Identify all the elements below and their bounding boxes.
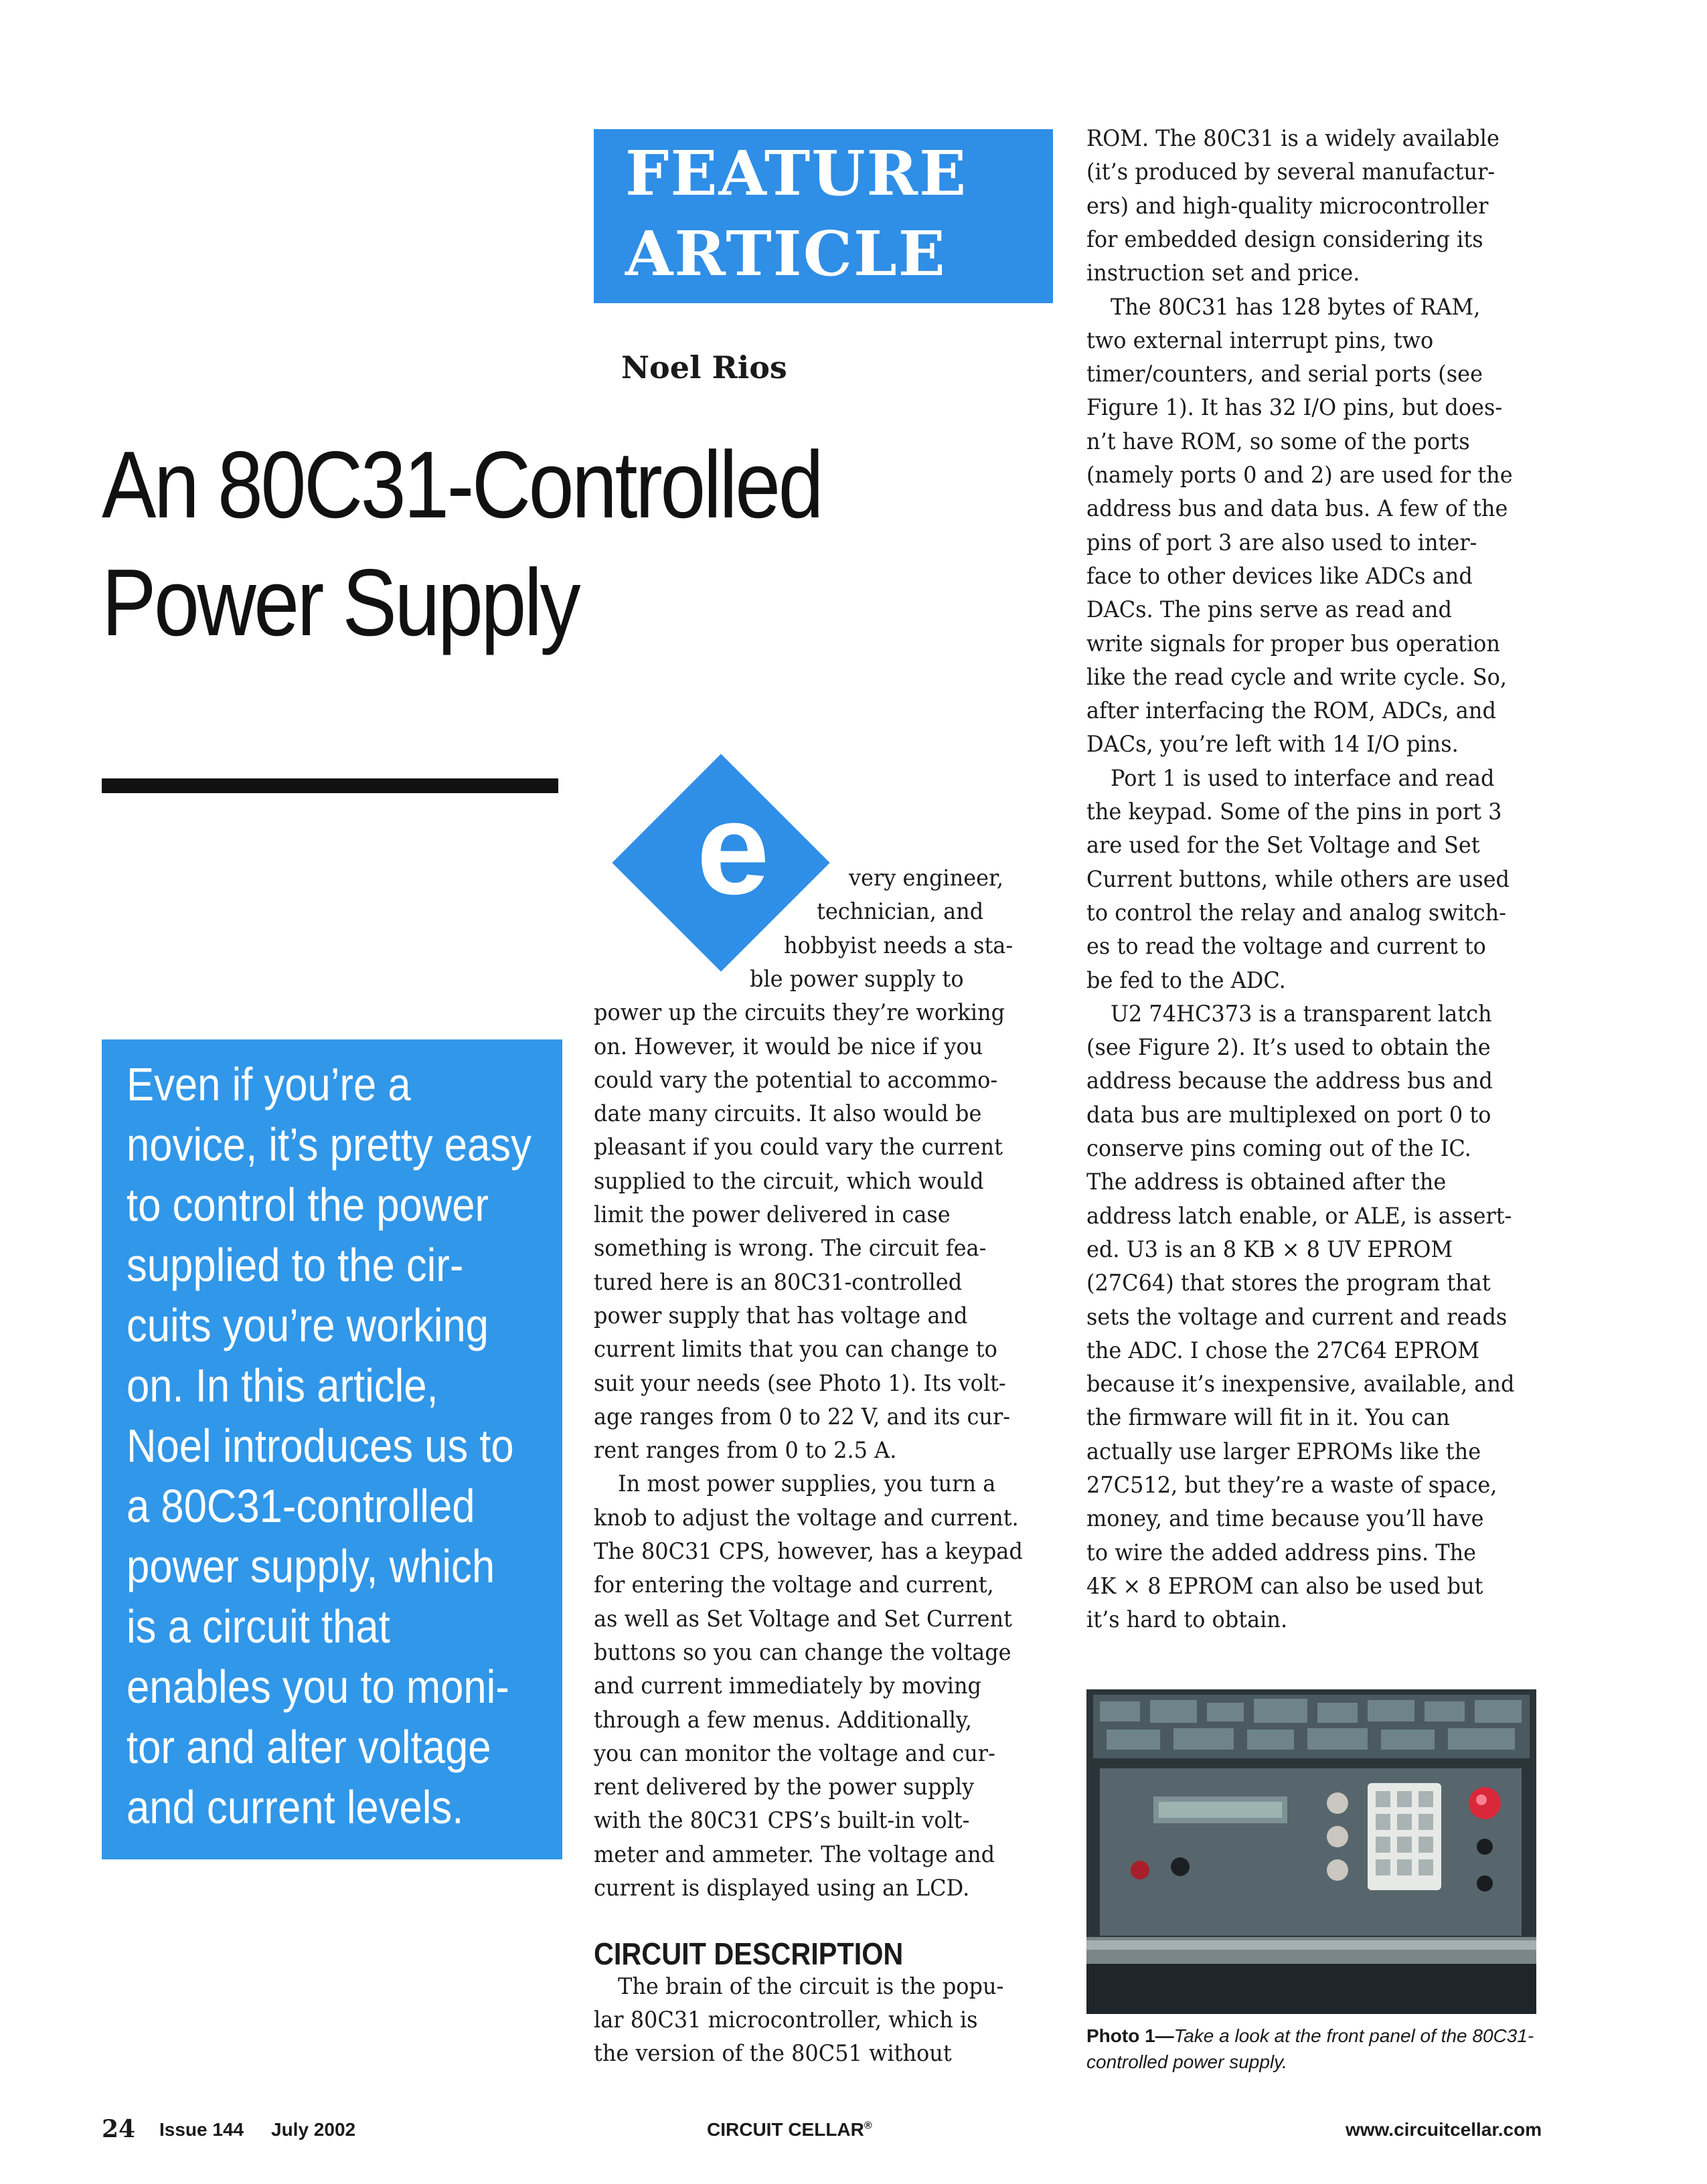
text-line: technician, and: [817, 898, 984, 926]
text-line: could vary the potential to accommo-: [594, 1066, 998, 1094]
text-line: power supply that has voltage and: [594, 1302, 968, 1329]
text-line: for entering the voltage and current,: [594, 1572, 994, 1599]
pull-quote-line: Noel introduces us to: [127, 1420, 514, 1472]
text-line: are used for the Set Voltage and Set: [1086, 832, 1480, 859]
text-line: the firmware will fit in it. You can: [1086, 1404, 1450, 1432]
text-line: knob to adjust the voltage and current.: [594, 1504, 1019, 1531]
text-line: tured here is an 80C31-controlled: [594, 1268, 963, 1296]
footer-magazine: [707, 2120, 872, 2139]
text-line: n’t have ROM, so some of the ports: [1086, 428, 1470, 455]
pull-quote: [102, 1039, 562, 1859]
footer-magazine-name: CIRCUIT CELLAR: [707, 2119, 864, 2140]
text-line: DACs, you’re left with 14 I/O pins.: [1086, 731, 1459, 758]
footer-url[interactable]: www.circuitcellar.com: [1346, 2119, 1542, 2140]
author-byline: Noel Rios: [621, 349, 787, 386]
text-line: date many circuits. It also would be: [594, 1100, 982, 1128]
text-line: the keypad. Some of the pins in port 3: [1086, 799, 1502, 825]
text-line: address bus and data bus. A few of the: [1086, 495, 1508, 523]
text-line: very engineer,: [849, 865, 1003, 892]
section-heading-circuit-description: CIRCUIT DESCRIPTION: [594, 1936, 904, 1971]
text-line: supplied to the circuit, which would: [594, 1167, 984, 1195]
text-line: address because the address bus and: [1086, 1068, 1493, 1095]
text-line: address latch enable, or ALE, is assert-: [1086, 1202, 1512, 1230]
text-line: (27C64) that stores the program that: [1086, 1270, 1491, 1297]
text-line: (namely ports 0 and 2) are used for the: [1086, 462, 1513, 489]
text-line: ble power supply to: [750, 965, 964, 993]
text-line: and current immediately by moving: [594, 1673, 982, 1700]
text-line: the ADC. I chose the 27C64 EPROM: [1086, 1337, 1480, 1364]
text-line: instruction set and price.: [1086, 260, 1360, 287]
drop-cap-letter: e: [696, 775, 770, 922]
article-title-line-1: An 80C31-Controlled: [102, 432, 822, 538]
text-line: like the read cycle and write cycle. So,: [1086, 663, 1508, 691]
pull-quote-line: tor and alter voltage: [127, 1721, 491, 1773]
feature-label: FEATURE: [625, 137, 968, 209]
caption-text-1: Take a look at the front panel of the 80C31-: [1173, 2025, 1534, 2046]
text-line: The 80C31 has 128 bytes of RAM,: [1111, 293, 1481, 321]
text-line: for embedded design considering its: [1086, 226, 1483, 253]
text-line: DACs. The pins serve as read and: [1086, 596, 1452, 624]
pull-quote-line: Even if you’re a: [127, 1058, 411, 1110]
text-line: after interfacing the ROM, ADCs, and: [1086, 697, 1496, 725]
footer-issue: Issue 144: [159, 2119, 244, 2140]
text-line: age ranges from 0 to 22 V, and its cur-: [594, 1403, 1011, 1430]
pull-quote-line: power supply, which: [127, 1540, 495, 1592]
text-line: 4K × 8 EPROM can also be used but: [1086, 1572, 1483, 1600]
text-line: as well as Set Voltage and Set Current: [594, 1605, 1012, 1632]
text-line: the version of the 80C51 without: [594, 2040, 952, 2067]
text-line: The address is obtained after the: [1086, 1169, 1447, 1196]
text-line: power up the circuits they’re working: [594, 999, 1005, 1027]
pull-quote-line: is a circuit that: [127, 1600, 390, 1653]
photo-front-panel: [1086, 1689, 1536, 2014]
caption-line-2: controlled power supply.: [1086, 2051, 1287, 2072]
pull-quote-line: enables you to moni-: [127, 1661, 509, 1713]
pull-quote-line: a 80C31-controlled: [127, 1480, 475, 1532]
text-line: sets the voltage and current and reads: [1086, 1303, 1508, 1331]
text-line: ed. U3 is an 8 KB × 8 UV EPROM: [1086, 1236, 1453, 1263]
footer-page-number: 24: [102, 2115, 136, 2143]
pull-quote-line: cuits you’re working: [127, 1299, 489, 1351]
title-rule: [102, 778, 558, 793]
text-line: Port 1 is used to interface and read: [1111, 764, 1495, 792]
text-line: you can monitor the voltage and cur-: [594, 1740, 995, 1767]
article-label: ARTICLE: [625, 218, 947, 290]
caption-label: Photo 1—: [1086, 2025, 1174, 2046]
text-line: timer/counters, and serial ports (see: [1086, 361, 1483, 388]
power-supply-photo-image: [1086, 1689, 1536, 2014]
text-line: current is displayed using an LCD.: [594, 1875, 970, 1902]
text-line: limit the power delivered in case: [594, 1201, 951, 1228]
text-line: money, and time because you’ll have: [1086, 1505, 1484, 1533]
text-line: face to other devices like ADCs and: [1086, 562, 1473, 590]
text-line: hobbyist needs a sta-: [784, 932, 1013, 959]
feature-article-badge: [594, 129, 1053, 303]
text-line: ROM. The 80C31 is a widely available: [1086, 125, 1499, 152]
pull-quote-line: novice, it’s pretty easy: [127, 1118, 532, 1171]
text-line: (it’s produced by several manufactur-: [1086, 159, 1495, 186]
text-line: to wire the added address pins. The: [1086, 1539, 1477, 1566]
text-line: Current buttons, while others are used: [1086, 865, 1510, 893]
footer-registered-mark: ®: [864, 2120, 872, 2132]
text-line: rent ranges from 0 to 2.5 A.: [594, 1437, 897, 1464]
text-line: Figure 1). It has 32 I/O pins, but does-: [1086, 394, 1503, 422]
text-line: write signals for proper bus operation: [1086, 630, 1501, 657]
text-line: on. However, it would be nice if you: [594, 1033, 983, 1060]
pull-quote-line: and current levels.: [127, 1781, 464, 1833]
text-line: (see Figure 2). It’s used to obtain the: [1086, 1034, 1491, 1062]
pull-quote-line: on. In this article,: [127, 1359, 438, 1412]
pull-quote-line: to control the power: [127, 1179, 489, 1231]
text-line: through a few menus. Additionally,: [594, 1706, 972, 1734]
text-line: two external interrupt pins, two: [1086, 327, 1434, 354]
text-line: ers) and high-quality microcontroller: [1086, 192, 1489, 220]
text-line: actually use larger EPROMs like the: [1086, 1438, 1481, 1465]
text-line: current limits that you can change to: [594, 1336, 997, 1363]
text-line: lar 80C31 microcontroller, which is: [594, 2007, 978, 2033]
text-line: The brain of the circuit is the popu-: [618, 1973, 1004, 2000]
article-title-line-2: Power Supply: [102, 550, 579, 656]
pull-quote-line: supplied to the cir-: [127, 1239, 464, 1291]
text-line: it’s hard to obtain.: [1086, 1606, 1288, 1634]
text-line: data bus are multiplexed on port 0 to: [1086, 1101, 1491, 1128]
text-line: U2 74HC373 is a transparent latch: [1111, 1000, 1492, 1027]
text-line: to control the relay and analog switch-: [1086, 899, 1507, 926]
text-line: buttons so you can change the voltage: [594, 1639, 1011, 1666]
text-line: conserve pins coming out of the IC.: [1086, 1135, 1471, 1162]
text-line: The 80C31 CPS, however, has a keypad: [594, 1538, 1023, 1565]
text-line: with the 80C31 CPS’s built-in volt-: [594, 1807, 970, 1835]
text-line: pins of port 3 are also used to inter-: [1086, 529, 1477, 556]
footer-date: July 2002: [271, 2119, 356, 2140]
text-line: suit your needs (see Photo 1). Its volt-: [594, 1369, 1006, 1397]
text-line: rent delivered by the power supply: [594, 1774, 975, 1801]
text-line: es to read the voltage and current to: [1086, 933, 1486, 960]
text-line: In most power supplies, you turn a: [618, 1471, 996, 1498]
text-line: be fed to the ADC.: [1086, 967, 1286, 994]
text-line: 27C512, but they’re a waste of space,: [1086, 1472, 1497, 1499]
text-line: something is wrong. The circuit fea-: [594, 1235, 987, 1262]
text-line: pleasant if you could vary the current: [594, 1134, 1003, 1161]
caption-line-1: [1086, 2027, 1534, 2045]
text-line: because it’s inexpensive, available, and: [1086, 1371, 1515, 1398]
text-line: meter and ammeter. The voltage and: [594, 1841, 995, 1868]
